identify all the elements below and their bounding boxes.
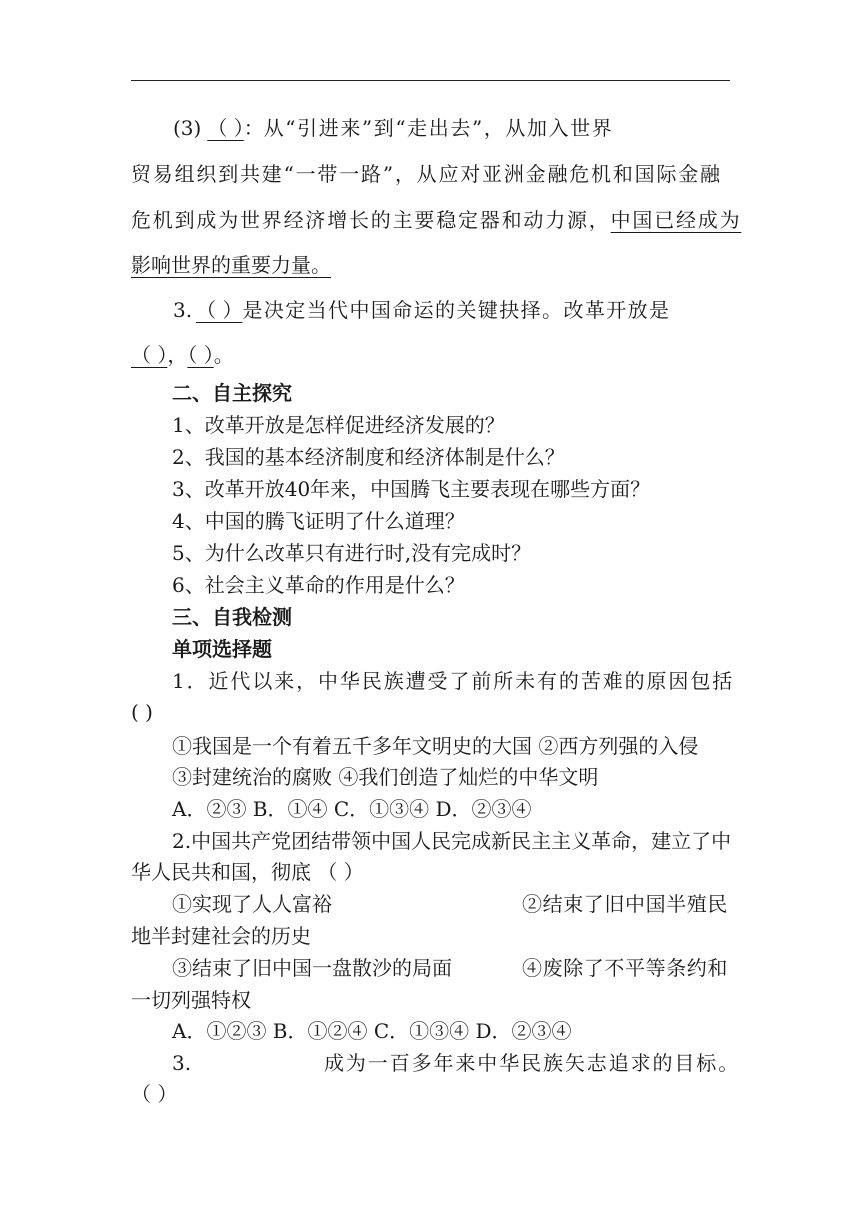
item3-underlined-text: 中国已经成为	[610, 208, 742, 232]
question-4: 4、中国的腾飞证明了什么道理？	[172, 509, 465, 533]
q3-blank-1[interactable]: （ ）	[196, 298, 243, 322]
item3-colon: ：	[243, 116, 264, 140]
mcq2-option-1: ①实现了人人富裕	[172, 892, 332, 916]
header-rule	[131, 80, 730, 81]
mcq2-stem-line2: 华人民共和国，彻底 （ ）	[131, 860, 364, 884]
mcq2-option-3: ③结束了旧中国一盘散沙的局面	[172, 956, 452, 980]
item3-underlined-text-end: 影响世界的重要力量。	[131, 253, 331, 277]
q3-number: 3.	[173, 298, 193, 322]
item3-text-line3: 危机到成为世界经济增长的主要稳定器和动力源，	[131, 208, 611, 232]
q3-blank-3[interactable]: （ ）	[187, 343, 214, 367]
mcq2-choices: A．①②③ B．①②④ C．①③④ D．②③④	[172, 1019, 572, 1043]
question-2: 2、我国的基本经济制度和经济体制是什么？	[172, 445, 565, 469]
item3-blank[interactable]: （ ）	[207, 116, 244, 140]
question-3: 3、改革开放40年来，中国腾飞主要表现在哪些方面？	[172, 477, 651, 501]
item3-line2: 贸易组织到共建“一带一路”，从应对亚洲金融危机和国际金融	[131, 162, 722, 186]
mcq2-option-4a: ④废除了不平等条约和	[522, 956, 728, 980]
section3-subheading: 单项选择题	[172, 637, 272, 661]
mcq1-options-line1: ①我国是一个有着五千多年文明史的大国 ②西方列强的入侵	[172, 734, 699, 758]
mcq2-option-4b: 一切列强特权	[131, 988, 251, 1012]
question-5: 5、为什么改革只有进行时,没有完成时？	[172, 541, 532, 565]
mcq1-answer-paren[interactable]: ( )	[131, 700, 153, 724]
question-6: 6、社会主义革命的作用是什么？	[172, 573, 465, 597]
mcq3-answer-paren[interactable]: （ ）	[131, 1082, 178, 1106]
q3-fill-line2	[131, 343, 730, 367]
q3-comma: ，	[167, 343, 188, 367]
item3-line1	[131, 116, 730, 140]
mcq3-stem: 成为一百多年来中华民族矢志追求的目标。	[324, 1051, 741, 1075]
mcq1-stem: 1．近代以来，中华民族遭受了前所未有的苦难的原因包括	[172, 669, 735, 693]
q3-period: 。	[213, 343, 234, 367]
mcq2-stem-line1: 2.中国共产党团结带领中国人民完成新民主主义革命，建立了中	[172, 829, 732, 853]
section2-heading: 二、自主探究	[172, 381, 292, 405]
q3-fill-line1	[131, 298, 730, 322]
item3-number: (3)	[173, 116, 202, 140]
q3-text: 是决定当代中国命运的关键抉择。改革开放是	[242, 298, 671, 322]
mcq2-option-2b: 地半封建社会的历史	[131, 924, 311, 948]
item3-line4	[131, 253, 730, 277]
question-1: 1、改革开放是怎样促进经济发展的？	[172, 413, 505, 437]
item3-line3	[131, 208, 742, 232]
q3-blank-2[interactable]: （ ）	[131, 343, 168, 367]
mcq2-option-2a: ②结束了旧中国半殖民	[522, 892, 728, 916]
mcq1-options-line2: ③封建统治的腐败 ④我们创造了灿烂的中华文明	[172, 765, 599, 789]
mcq3-number: 3.	[172, 1051, 192, 1075]
item3-text-line1: 从“引进来”到“走出去”，从加入世界	[263, 116, 614, 140]
mcq1-choices: A．②③ B．①④ C．①③④ D．②③④	[172, 797, 532, 821]
section3-heading: 三、自我检测	[172, 605, 292, 629]
